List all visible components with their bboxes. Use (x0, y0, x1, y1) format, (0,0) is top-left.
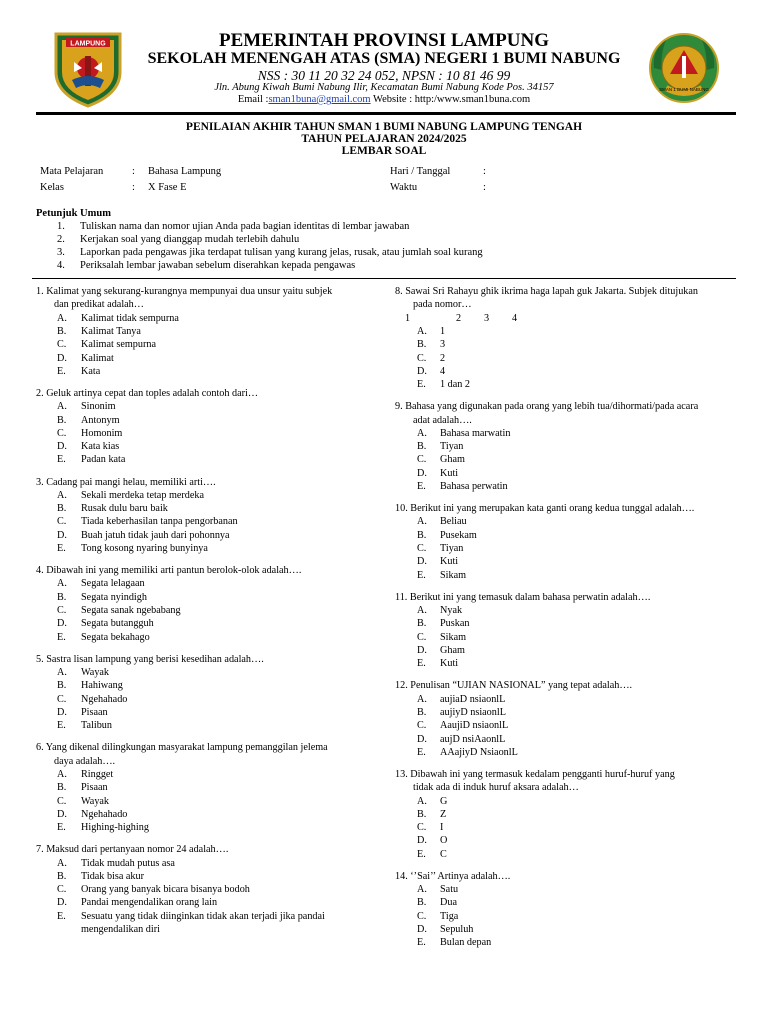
question-text: 13. Dibawah ini yang termasuk kedalam pengganti huruf-huruf yang (395, 768, 675, 780)
option-letter: D. (57, 618, 67, 630)
option-letter: A. (57, 312, 67, 324)
option-letter: A. (417, 693, 427, 705)
option-letter: E. (417, 658, 426, 670)
option-text: Antonym (81, 414, 120, 426)
option-letter: E. (57, 543, 66, 554)
class-label: Kelas (40, 182, 64, 193)
option-letter: A. (417, 516, 427, 528)
option-letter: B. (57, 782, 67, 794)
section-divider (32, 278, 736, 279)
option-letter: C. (417, 822, 427, 834)
option-text: Ngehahado (81, 693, 128, 705)
option-text: Sesuatu yang tidak diinginkan tidak akan terjadi jika pandai (81, 910, 325, 922)
option-text: Tidak bisa akur (81, 870, 145, 882)
option-letter: D. (417, 467, 427, 479)
colon: : (483, 166, 486, 177)
option-letter: B. (417, 529, 427, 541)
option-letter: C. (57, 605, 67, 616)
option-text: Ringget (81, 768, 114, 780)
option-letter: D. (417, 924, 427, 935)
option-letter: C. (417, 631, 427, 643)
option-letter: B. (417, 706, 427, 718)
option-letter: E. (417, 379, 426, 391)
option-text: Sepuluh (440, 924, 474, 935)
option-text: Sinonim (81, 401, 116, 413)
option-letter: A. (57, 667, 67, 678)
option-letter: D. (57, 529, 67, 541)
option-letter: E. (417, 481, 426, 492)
time-label: Waktu (390, 182, 418, 193)
question-text-continued: tidak ada di induk huruf aksara adalah… (413, 782, 579, 794)
option-letter: C. (417, 543, 427, 554)
logo-right-label: SMAN 1 BUMI NABUNG (659, 87, 709, 92)
option-letter: C. (417, 454, 427, 466)
subject-number-marker: 1 (405, 312, 411, 324)
subject-number-marker: 4 (512, 312, 518, 324)
colon: : (483, 182, 486, 193)
option-letter: B. (57, 870, 67, 882)
option-text: Z (440, 808, 447, 820)
instruction-text: Kerjakan soal yang dianggap mudah terlebih dahulu (80, 234, 300, 245)
option-text: Bahasa marwatin (440, 427, 511, 439)
option-letter: D. (57, 897, 67, 909)
subject-value: Bahasa Lampung (148, 166, 222, 177)
option-letter: A. (57, 578, 67, 590)
option-text: 3 (440, 339, 446, 351)
option-letter: A. (57, 489, 67, 501)
option-text: Beliau (440, 516, 467, 528)
option-text: Dua (440, 897, 457, 909)
option-text: Nyak (440, 605, 463, 616)
exam-title: PENILAIAN AKHIR TAHUN SMAN 1 BUMI NABUNG LAMPUNG TENGAH (185, 121, 583, 133)
option-text: Gham (440, 454, 465, 466)
option-letter: B. (57, 680, 67, 692)
option-text: Padan kata (81, 454, 126, 466)
option-letter: B. (57, 503, 67, 515)
option-text: O (440, 835, 448, 847)
option-text: Homonim (81, 427, 123, 439)
option-letter: D. (417, 556, 427, 568)
question-text: 12. Penulisan “UJIAN NASIONAL” yang tepat adalah…. (395, 680, 633, 692)
class-value: X Fase E (148, 182, 187, 193)
header-divider (36, 112, 736, 115)
question-text: 11. Berikut ini yang temasuk dalam bahasa perwatin adalah…. (395, 591, 651, 603)
option-letter: A. (417, 795, 427, 807)
subject-number-marker: 2 (456, 312, 462, 324)
option-letter: E. (57, 910, 66, 922)
option-letter: D. (417, 835, 427, 847)
option-text: Segata sanak ngebabang (81, 605, 181, 616)
email-label: Email : (237, 94, 269, 105)
option-letter: B. (417, 897, 427, 909)
option-text: I (440, 822, 444, 834)
option-text: Satu (440, 884, 459, 896)
option-letter: E. (417, 746, 426, 758)
subject-label: Mata Pelajaran (40, 166, 104, 177)
option-text: Kata (81, 365, 101, 377)
instruction-number: 3. (57, 247, 65, 258)
option-letter: D. (417, 733, 427, 745)
option-text: Pisaan (81, 782, 108, 794)
option-letter: E. (417, 848, 426, 860)
question-text: 8. Sawai Sri Rahayu ghik ikrima haga lapah guk Jakarta. Subjek ditujukan (395, 286, 699, 297)
option-letter: E. (417, 569, 426, 581)
option-text: Gham (440, 644, 465, 656)
option-letter: B. (57, 591, 67, 603)
option-letter: B. (57, 325, 67, 337)
option-letter: C. (57, 339, 67, 351)
option-letter: E. (417, 937, 426, 949)
option-text: Talibun (81, 720, 112, 732)
option-letter: E. (57, 631, 66, 643)
option-text: AaujiD nsiaonlL (440, 720, 509, 732)
question-text-continued: dan predikat adalah… (54, 299, 144, 311)
option-letter: A. (417, 884, 427, 896)
instruction-number: 1. (57, 221, 65, 232)
question-text: 9. Bahasa yang digunakan pada orang yang lebih tua/dihormati/pada acara (395, 401, 699, 413)
date-label: Hari / Tanggal (390, 166, 451, 177)
option-text: 4 (440, 365, 446, 377)
option-text: Orang yang banyak bicara bisanya bodoh (81, 884, 250, 896)
question-text: 4. Dibawah ini yang memiliki arti pantun berolok-olok adalah…. (36, 565, 302, 577)
option-letter: B. (417, 618, 427, 630)
instructions-title: Petunjuk Umum (36, 208, 111, 219)
letterhead-address: Jln. Abung Kiwah Bumi Nabung Ilir, Kecamatan Bumi Nabung Kode Pos. 34157 (214, 82, 554, 93)
option-letter: B. (417, 441, 427, 453)
option-text: Wayak (81, 667, 110, 678)
instruction-text: Laporkan pada pengawas jika terdapat tulisan yang kurang jelas, rusak, atau jumlah soal kurang (80, 247, 483, 258)
option-letter: D. (417, 644, 427, 656)
question-text: 6. Yang dikenal dilingkungan masyarakat lampung pemanggilan jelema (36, 742, 328, 754)
option-letter: C. (57, 884, 67, 896)
question-text: 14. ‘’Sai’’ Artinya adalah…. (395, 870, 511, 882)
option-text: Kuti (440, 658, 459, 670)
option-letter: E. (57, 454, 66, 466)
option-letter: A. (417, 325, 427, 337)
option-text: Sekali merdeka tetap merdeka (81, 489, 205, 501)
option-text: Segata lelagaan (81, 578, 145, 590)
option-text: Hahiwang (81, 680, 123, 692)
letterhead-school: SEKOLAH MENENGAH ATAS (SMA) NEGERI 1 BUMI NABUNG (147, 50, 621, 67)
option-letter: C. (417, 352, 427, 364)
option-text-continued: mengendalikan diri (81, 924, 160, 935)
option-text: Kalimat tidak sempurna (81, 312, 179, 324)
option-text: aujiaD nsiaonlL (440, 693, 506, 705)
option-text: Ngehahado (81, 808, 128, 820)
option-letter: A. (417, 605, 427, 616)
option-text: Tidak mudah putus asa (81, 857, 175, 869)
option-text: aujiyD nsiaonlL (440, 706, 506, 718)
option-letter: A. (417, 427, 427, 439)
question-text: 1. Kalimat yang sekurang-kurangnya mempunyai dua unsur yaitu subjek (36, 286, 333, 297)
option-text: Sikam (440, 631, 467, 643)
option-letter: B. (417, 808, 427, 820)
option-letter: C. (57, 516, 67, 528)
option-letter: B. (417, 339, 427, 351)
logo-left-label: LAMPUNG (70, 40, 106, 48)
option-text: Wayak (81, 795, 110, 807)
option-text: Segata butangguh (81, 618, 154, 630)
option-text: AAajiyD NsiaonlL (440, 746, 518, 758)
question-text: 3. Cadang pai mangi helau, memiliki arti…. (36, 476, 216, 488)
option-letter: C. (57, 693, 67, 705)
option-text: Tiyan (440, 543, 464, 554)
option-letter: C. (417, 910, 427, 922)
exam-sheet-label: LEMBAR SOAL (341, 145, 427, 157)
colon: : (132, 182, 135, 193)
question-text: 7. Maksud dari pertanyaan nomor 24 adalah…. (36, 844, 229, 856)
option-text: Tiyan (440, 441, 464, 453)
instruction-number: 4. (57, 260, 65, 271)
option-letter: C. (57, 427, 67, 439)
option-letter: D. (57, 808, 67, 820)
option-letter: E. (57, 365, 66, 377)
question-text: 5. Sastra lisan lampung yang berisi kesedihan adalah…. (36, 653, 264, 665)
option-text: G (440, 795, 448, 807)
option-text: C (440, 848, 447, 860)
option-letter: D. (57, 706, 67, 718)
question-text-continued: pada nomor… (413, 299, 472, 311)
option-text: Pisaan (81, 706, 108, 718)
option-text: Kuti (440, 467, 459, 479)
subject-number-marker: 3 (484, 312, 490, 324)
option-letter: E. (57, 822, 66, 834)
letterhead-province: PEMERINTAH PROVINSI LAMPUNG (218, 30, 550, 51)
question-text-continued: adat adalah…. (413, 414, 472, 426)
option-text: Tiada keberhasilan tanpa pengorbanan (81, 516, 238, 528)
option-text: Pusekam (440, 529, 477, 541)
option-text: Highing-highing (81, 822, 149, 834)
option-text: Kata kias (81, 441, 120, 453)
option-letter: C. (57, 795, 67, 807)
option-text: Kalimat (81, 352, 114, 364)
option-text: Bahasa perwatin (440, 481, 508, 492)
question-text: 2. Geluk artinya cepat dan toples adalah contoh dari… (36, 387, 259, 399)
option-letter: A. (57, 768, 67, 780)
option-letter: A. (57, 401, 67, 413)
option-text: Kuti (440, 556, 459, 568)
instruction-text: Tuliskan nama dan nomor ujian Anda pada bagian identitas di lembar jawaban (80, 221, 410, 232)
option-text: Sikam (440, 569, 467, 581)
option-text: 1 dan 2 (440, 379, 470, 391)
option-text: Bulan depan (440, 937, 492, 949)
colon: : (132, 166, 135, 177)
option-text: Tong kosong nyaring bunyinya (81, 543, 208, 554)
option-text: aujD nsiAaonlL (440, 733, 506, 745)
instruction-text: Periksalah lembar jawaban sebelum diserahkan kepada pengawas (80, 260, 356, 271)
option-text: Rusak dulu baru baik (81, 503, 168, 515)
option-text: Pandai mengendalikan orang lain (81, 897, 218, 909)
option-text: Kalimat Tanya (81, 325, 141, 337)
exam-year: TAHUN PELAJARAN 2024/2025 (301, 133, 467, 145)
option-text: Tiga (440, 910, 459, 922)
website-text: Website : http:/www.sman1buna.com (370, 94, 531, 105)
question-text: 10. Berikut ini yang merupakan kata ganti orang kedua tunggal adalah…. (395, 503, 695, 515)
instruction-number: 2. (57, 234, 65, 245)
option-letter: E. (57, 720, 66, 732)
option-text: 1 (440, 325, 446, 337)
option-letter: A. (57, 857, 67, 869)
option-letter: D. (57, 352, 67, 364)
option-letter: D. (417, 365, 427, 377)
letterhead-contact (0, 94, 768, 105)
letterhead-nss: NSS : 30 11 20 32 24 052, NPSN : 10 81 46 99 (257, 68, 511, 83)
email-link[interactable]: sman1buna@gmail.com (268, 94, 371, 105)
option-letter: C. (417, 720, 427, 732)
option-letter: B. (57, 414, 67, 426)
question-text-continued: daya adalah…. (54, 755, 116, 767)
option-letter: D. (57, 441, 67, 453)
option-text: 2 (440, 352, 446, 364)
option-text: Puskan (440, 618, 470, 630)
option-text: Segata nyindigh (81, 591, 147, 603)
option-text: Segata bekahago (81, 631, 150, 643)
option-text: Buah jatuh tidak jauh dari pohonnya (81, 529, 230, 541)
option-text: Kalimat sempurna (81, 339, 156, 351)
